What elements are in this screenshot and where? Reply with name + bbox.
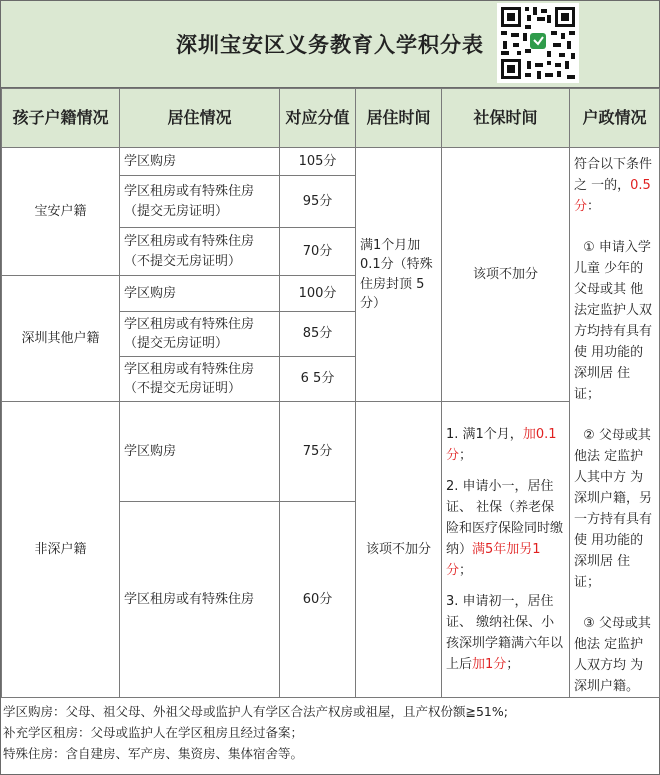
housing-label: 学区购房 <box>124 285 177 301</box>
housing-label: 学区租房或有特殊住房 <box>124 234 255 249</box>
table-row <box>2 148 660 176</box>
housing-cell <box>120 357 280 402</box>
housing-label: 学区购房 <box>124 443 177 459</box>
score-cell: 95分 <box>280 176 356 228</box>
note-line: 补充学区租房：父母或监护人在学区租房且经过备案； <box>3 725 304 740</box>
household-intro-score: 0.5分 <box>574 178 651 214</box>
header-social-security: 社保时间 <box>442 89 570 148</box>
item-3-score: 加1分 <box>472 657 507 672</box>
header-hukou: 孩子户籍情况 <box>2 89 120 148</box>
household-condition-3: ③ 父母或其他法 定监护人双方均 为深圳户籍。 <box>574 616 651 694</box>
title-bar <box>1 1 659 88</box>
housing-cell <box>120 148 280 176</box>
social-security-item-2 <box>446 476 565 581</box>
housing-cell <box>120 176 280 228</box>
housing-label: 学区租房或有特殊住房 <box>124 316 255 332</box>
item-2-end: ； <box>459 563 473 578</box>
item-1-end: ； <box>459 448 473 463</box>
score-cell: 70分 <box>280 228 356 276</box>
housing-label: 学区租房或有特殊住房 <box>124 361 255 377</box>
qr-code-icon <box>497 3 579 83</box>
group-non-shenzhen: 非深户籍 <box>2 402 120 698</box>
header-residence-time: 居住时间 <box>356 89 442 148</box>
residence-time-huji: 满1个月加0.1分（特殊住房封顶 5分） <box>356 148 442 402</box>
housing-cell <box>120 228 280 276</box>
social-security-non <box>442 402 570 698</box>
housing-label: 学区租房或有特殊住房 <box>124 591 255 607</box>
housing-sub-label: （不提交无房证明） <box>124 253 242 269</box>
housing-cell <box>120 312 280 357</box>
header-housing: 居住情况 <box>120 89 280 148</box>
table-row <box>2 402 660 502</box>
header-score: 对应分值 <box>280 89 356 148</box>
score-cell: 85分 <box>280 312 356 357</box>
group-shenzhen-other: 深圳其他户籍 <box>2 276 120 402</box>
score-cell: 6 5分 <box>280 357 356 402</box>
score-cell: 100分 <box>280 276 356 312</box>
score-cell: 105分 <box>280 148 356 176</box>
item-2-score: 满5年加另1分 <box>446 542 541 578</box>
table-header-row <box>2 89 660 148</box>
note-line: 特殊住房：含自建房、军产房、集资房、集体宿舍等。 <box>3 746 304 761</box>
score-cell: 75分 <box>280 402 356 502</box>
item-1-text: 1. 满1个月， <box>446 427 523 442</box>
points-table <box>1 88 660 698</box>
housing-cell <box>120 402 280 502</box>
housing-label: 学区购房 <box>124 153 177 169</box>
score-cell: 60分 <box>280 502 356 698</box>
housing-label: 学区租房或有特殊住房 <box>124 184 255 199</box>
household-condition-2: ② 父母或其他法 定监护人其中方 为深圳户籍，另一方持有具有使 用功能的深圳居 住证； <box>574 428 653 590</box>
housing-sub-label: （不提交无房证明） <box>124 381 242 396</box>
household-cell <box>570 148 660 698</box>
notes <box>3 701 508 764</box>
housing-sub-label: （提交无房证明） <box>124 336 229 351</box>
social-security-item-3 <box>446 591 565 675</box>
item-3-end: ； <box>506 657 520 672</box>
item-1-score: 加0.1分 <box>446 427 557 463</box>
social-security-item-1 <box>446 424 565 466</box>
note-line: 学区购房：父母、祖父母、外祖父母或监护人有学区合法产权房或祖屋，且产权份额≧51%; <box>3 704 508 719</box>
item-3-text: 3. 申请初一，居住证、 缴纳社保、小孩深圳学籍满六年以上后 <box>446 594 564 672</box>
page-title: 深圳宝安区义务教育入学积分表 <box>176 33 484 57</box>
housing-sub-label: （提交无房证明） <box>124 203 229 219</box>
household-intro-text: 符合以下条件之 一的， <box>574 157 653 193</box>
household-intro <box>574 154 655 217</box>
item-2-text: 2. 申请小一，居住证、 社保（养老保险和医疗保险同时缴纳） <box>446 479 564 557</box>
household-intro-colon: ： <box>587 199 601 214</box>
household-condition-1: ① 申请入学儿童 少年的父母或其 他法定监护人双方均持有具有使 用功能的深圳居 住证； <box>574 240 653 402</box>
group-baoan: 宝安户籍 <box>2 148 120 276</box>
header-household: 户政情况 <box>570 89 660 148</box>
housing-cell <box>120 502 280 698</box>
social-security-huji: 该项不加分 <box>442 148 570 402</box>
housing-cell <box>120 276 280 312</box>
residence-time-non: 该项不加分 <box>356 402 442 698</box>
